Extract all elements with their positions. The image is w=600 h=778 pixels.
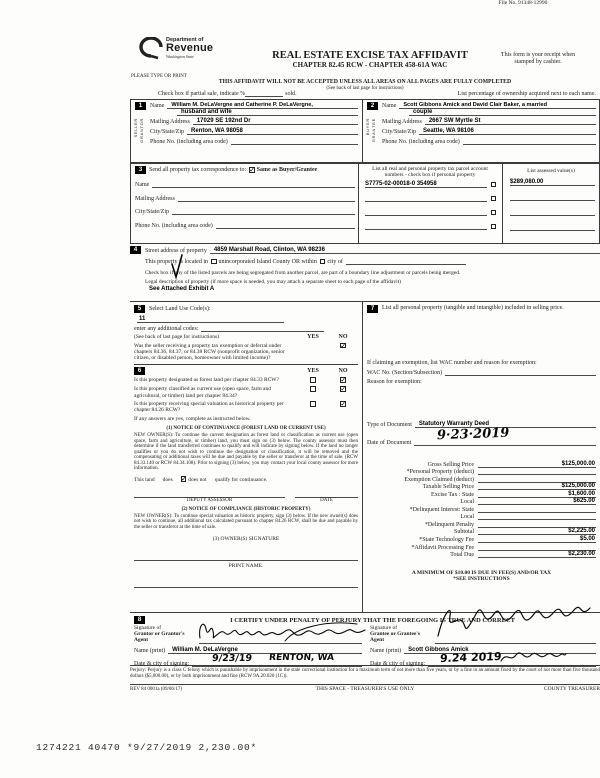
finance-block <box>367 460 596 558</box>
section6-number: 6 <box>134 367 145 375</box>
left-column <box>134 305 358 588</box>
corr-csz-blank <box>172 208 355 215</box>
parcel-number-1: S7775-02-00018-0 354958 <box>365 181 487 188</box>
grantee-date-handwritten: 9.24 2019 <box>439 649 503 665</box>
middle-columns <box>130 301 600 612</box>
corr-name-label: Name <box>135 182 150 188</box>
does-label: does <box>162 476 173 483</box>
street-address-label: Street address of property <box>145 248 207 254</box>
logo-dept-text: Department of <box>166 37 204 43</box>
seller-address-label: Mailing Address <box>150 119 190 125</box>
buyer-address-label: Mailing Address <box>382 119 422 125</box>
seller-phone-blank <box>231 138 358 145</box>
doc-type-label: Type of Document <box>367 422 412 428</box>
assessed-header: List assessed value(s) <box>527 168 575 174</box>
city-of-blank <box>346 258 466 265</box>
doc-type-value: Statutory Warranty Deed <box>415 421 596 428</box>
grantor-name-print-label: Name (print) <box>134 647 166 654</box>
assessed-blank-2 <box>510 194 595 201</box>
finance-value <box>595 544 596 550</box>
yes-header-1: YES <box>307 334 319 340</box>
buyer-side-label-2: GRANTEE <box>371 118 376 143</box>
q3-yes-cell <box>298 401 328 408</box>
grantor-signing-block <box>134 625 362 667</box>
notice1-title: (1) NOTICE OF CONTINUANCE (FOREST LAND OR CURRENT USE) <box>166 426 326 432</box>
corr-address-blank <box>178 195 355 202</box>
section5-number: 5 <box>134 305 145 313</box>
print-name-label: PRINT NAME. <box>228 562 264 569</box>
please-type-label: PLEASE TYPE OR PRINT <box>131 74 187 79</box>
parcel-checkbox-3 <box>491 210 497 216</box>
check-icon: ✓ <box>340 399 347 409</box>
finance-label: *Personal Property (deduct) <box>406 469 474 476</box>
q2-yes-cell <box>298 386 328 393</box>
grantee-sig-label <box>370 625 432 644</box>
seller-side-label-1: SELLER <box>133 118 138 138</box>
buyer-fields <box>382 102 596 145</box>
owners-signature-line <box>134 554 358 561</box>
qualify-label: qualify for continuance. <box>214 476 268 483</box>
buyer-address-value: 2667 SW Myrtle St <box>425 118 596 125</box>
check-icon: ✓ <box>180 474 188 484</box>
q2-yes-checkbox <box>310 386 316 392</box>
check-icon: ✓ <box>249 165 256 175</box>
parcel-header-2: numbers - check box if personal property <box>384 172 476 179</box>
sold-label: sold. <box>285 91 297 97</box>
land-use-title: Select Land Use Code(s): <box>149 306 211 312</box>
correspondence-table <box>130 163 600 244</box>
right-column <box>367 305 596 582</box>
buyer-phone-label: Phone No. (including area code) <box>382 138 460 145</box>
finance-label: Taxable Selling Price <box>422 484 474 491</box>
finance-label: Local <box>460 499 474 506</box>
exhibit-value: See Attached Exhibit A <box>149 286 215 293</box>
does-not-checkbox-checked <box>181 476 187 482</box>
seller-csz-label: City/State/Zip <box>150 128 184 135</box>
owners-signature-label: (3) OWNER(S) SIGNATURE <box>212 535 280 542</box>
finance-value <box>595 521 596 527</box>
reason-exemption-label: Reason for exemption: <box>367 379 422 385</box>
finance-value: $125,000.00 <box>561 460 595 467</box>
parcel-checkbox-4 <box>491 224 497 230</box>
deputy-assessor-line <box>134 491 285 498</box>
section8 <box>130 612 600 666</box>
seller-phone-label: Phone No. (including area code) <box>150 138 228 145</box>
exemption-question: Was the seller receiving a property tax exemption or deferral under chapters 84.36, 84.37, or 84.38 RCW (nonprofit organization, senior citizen, or disabled person, homeowner with limited income)? <box>134 342 285 362</box>
assessed-value-1: $289,080.00 <box>510 179 595 186</box>
parcel-blank-3 <box>365 209 487 216</box>
q3-no-cell <box>328 401 358 408</box>
parcel-checkbox-1 <box>491 182 497 188</box>
city-of-label: city of <box>327 259 343 265</box>
corr-csz-label: City/State/Zip <box>135 209 169 215</box>
grantor-name-value: William M. DeLaVergne <box>168 647 362 654</box>
signature-of-label: Signature of <box>134 625 162 631</box>
assessor-date-label: DATE <box>320 497 333 503</box>
grantor-date-city-label: Date & city of signing: <box>134 660 190 667</box>
grantee-signature-line <box>435 631 596 644</box>
seller-csz-value: Renton, WA 98058 <box>187 128 358 135</box>
buyer-name-label: Name <box>382 103 397 109</box>
finance-label: *Affidavit Processing Fee <box>411 544 474 551</box>
section2-number: 2 <box>367 102 378 110</box>
minimum-due-note: A MINIMUM OF $10.00 IS DUE IN FEE(S) AND/OR TAX <box>411 570 552 577</box>
section4-number: 4 <box>130 246 141 254</box>
same-as-buyer-checkbox-checked <box>249 167 255 173</box>
q2-no-checkbox-checked <box>340 386 346 392</box>
ownership-note: List percentage of ownership acquired next to each name. <box>457 91 596 97</box>
located-in-label: This property is located in <box>145 259 208 265</box>
finance-value: $2,230.00 <box>568 551 595 558</box>
finance-value: $1,600.00 <box>568 490 595 497</box>
see-back-instructions: (See back of last page for instructions) <box>134 334 219 340</box>
q2-no-cell <box>328 386 358 393</box>
notice2-body: NEW OWNER(S): To continue special valuation as historic property, sign (3) below. If the new owner(s) does not wish to continue, all additional tax calculated pursuant to chapter 84.26 RCW, shall be due and payable by the seller or transferor at the time of sale. <box>134 513 358 530</box>
q1-yes-cell <box>298 377 328 384</box>
personal-property-title: List all personal property (tangible and intangible) included in selling price. <box>382 305 564 311</box>
finance-label: Local <box>460 514 474 521</box>
corr-phone-label: Phone No. (including area code) <box>135 222 213 229</box>
print-name-line <box>134 581 358 588</box>
finance-value: $125,000.00 <box>561 483 595 490</box>
correspondence-cell <box>135 166 355 229</box>
seller-name-value: William M. DeLaVergne and Catherine P. DeLaVergne, <box>167 102 358 109</box>
buyer-csz-label: City/State/Zip <box>382 128 416 135</box>
county-treasurer-label: COUNTY TREASURER <box>543 686 600 692</box>
check-icon: ✓ <box>340 384 347 394</box>
form-title: REAL ESTATE EXCISE TAX AFFIDAVIT <box>272 50 468 61</box>
finance-label: *Delinquent Penalty <box>424 521 474 528</box>
buyer-side-label-1: BUYER <box>365 118 370 136</box>
land-use-code-value: 11 <box>137 316 284 323</box>
finance-label: Gross Selling Price <box>427 461 474 468</box>
corr-phone-blank <box>216 222 355 229</box>
buyer-name-value-2: couple <box>409 109 596 116</box>
section1-number: 1 <box>135 102 146 110</box>
section4 <box>130 246 600 292</box>
seller-address-value: 17029 SE 192nd Dr <box>193 118 358 125</box>
segregated-note: Check box if any of the listed parcels are being segregated from another parcel, are part of a boundary line adjustment or parcels being merged. <box>145 270 461 276</box>
seller-fields <box>150 102 358 145</box>
finance-label: *Delinquent Interest: State <box>409 506 474 513</box>
check-icon: ✓ <box>340 375 347 385</box>
parcel-blank-2 <box>365 195 487 202</box>
section3-number: 3 <box>135 166 146 174</box>
parcel-header-1: List all real and personal property tax parcel account <box>372 166 488 172</box>
exemption-claim-note: If claiming an exemption, list WAC number and reason for exemption: <box>367 360 537 366</box>
parties-table <box>130 99 600 163</box>
receipt-note: This form is your receipt when stamped by cashier. <box>500 52 576 65</box>
forest-land-question: Is this property designated as forest land per chapter 84.33 RCW? <box>134 377 279 384</box>
signature-of-label: Signature of <box>370 625 398 631</box>
grantee-name-print-label: Name (print) <box>370 647 402 654</box>
finance-value <box>595 468 596 474</box>
grantee-date-city-label: Date & city of signing: <box>370 660 426 667</box>
section8-number: 8 <box>134 616 145 624</box>
finance-label: Total Due <box>450 552 474 559</box>
grantee-agent-label: Grantee or Grantee's Agent <box>370 631 420 644</box>
finance-value <box>595 506 596 512</box>
parcel-cell <box>362 166 498 230</box>
street-address-value: 4859 Marshall Road, Clinton, WA 98236 <box>210 247 600 254</box>
partial-sale-blank <box>245 90 283 97</box>
finance-label: Excise Tax : State <box>431 491 474 498</box>
grantor-sig-label <box>134 625 196 644</box>
grantor-agent-label: Grantor or Grantor's Agent <box>134 631 185 644</box>
form-chapter: CHAPTER 82.45 RCW - CHAPTER 458-61A WAC <box>292 61 448 69</box>
warning-line: THIS AFFIDAVIT WILL NOT BE ACCEPTED UNLESS ALL AREAS ON ALL PAGES ARE FULLY COMPLETED <box>218 79 512 85</box>
file-number: File No. 91348-12990 <box>498 0 548 6</box>
notice2-title: (2) NOTICE OF COMPLIANCE (HISTORIC PROPERTY) <box>181 507 311 513</box>
q3-no-checkbox-checked <box>340 401 346 407</box>
q1-no-checkbox-checked <box>340 377 346 383</box>
unincorporated-checkbox-checked <box>211 259 217 265</box>
section7-number: 7 <box>367 305 378 313</box>
buyer-name-value: Scott Gibbons Amick and David Clair Baker, a married <box>399 102 596 109</box>
q1-yes-checkbox <box>310 377 316 383</box>
seller-name-value-2: husband and wife <box>177 109 358 116</box>
check-icon: ✓ <box>340 340 347 350</box>
deputy-assessor-label: DEPUTY ASSESSOR <box>186 497 233 503</box>
if-yes-note: If any answers are yes, complete as instructed below. <box>134 416 251 423</box>
grantor-signature-line <box>199 631 362 644</box>
form-title-block <box>230 50 510 69</box>
same-as-buyer-label: Same as Buyer/Grantee <box>256 167 318 173</box>
assessed-blank-4 <box>510 224 595 231</box>
yes-header-2: YES <box>307 367 319 374</box>
exemption-no-cell <box>328 340 358 350</box>
grantee-name-value: Scott Gibbons Amick <box>404 647 596 654</box>
grantor-city-handwritten: RENTON, WA <box>268 652 335 663</box>
seller-side-label-2: GRANTOR <box>139 118 144 143</box>
doc-date-handwritten: 9·23·2019 <box>436 425 510 444</box>
wac-number-blank <box>445 369 596 376</box>
form-revision: REV 84 0001a (09/06/17) <box>130 686 182 692</box>
parcel-blank-4 <box>365 223 487 230</box>
finance-label: Exemption Claimed (deduct) <box>404 476 474 483</box>
finance-value: $625.00 <box>573 498 595 505</box>
notice1-body: NEW OWNER(S): To continue the current designation as forest land or classification as current use (open space, farm and agriculture, or timber) land, you must sign on (3) below. The county assessor must then determine if the land transferred continues to qualify and will indicate by signing below. If the land no longer qualifies or you do not wish to continue the designation or classification, it will be removed and the compensating or additional taxes will be due and payable by the seller or transferor at the time of sale. (RCW 84.33.140 or RCW 84.34.108). Prior to signing (3) below, you may contact your local county assessor for more information. <box>134 432 358 472</box>
wac-number-label: WAC No. (Section/Subsection) <box>367 370 443 376</box>
unincorporated-label: unincorporated Island County OR within <box>218 259 317 265</box>
assessed-blank-3 <box>510 209 595 216</box>
grantor-date-handwritten: 9/23/19 <box>211 652 253 664</box>
no-header-1: NO <box>338 334 348 340</box>
logo-state-text: Washington State <box>166 54 194 59</box>
city-checkbox <box>320 259 326 265</box>
footer-row <box>130 686 600 692</box>
finance-value <box>595 513 596 519</box>
logo-name-text: Revenue <box>166 42 214 54</box>
assessor-date-line <box>295 491 358 498</box>
finance-value <box>595 476 596 482</box>
revenue-swoosh-icon <box>138 37 164 61</box>
current-use-question: Is this property classified as current use (open space, farm and agricultural, or timber) land per chapter 84.34? <box>134 386 271 399</box>
legal-description-note: Legal description of property (if more space is needed, you may attach a separate sheet to each page of the affidavit) <box>145 279 401 286</box>
treasurers-use-label: THIS SPACE - TREASURER'S USE ONLY <box>315 686 415 692</box>
perjury-note: Perjury: Perjury is a class C felony which is punishable by imprisonment in the state correctional institution for a maximum term of not more than five years, or by a fine in an amount fixed by the court of not more than five thousand dollars ($5,000.00), or by both imprisonment and fine (RCW 9A.20.020 (1C)). <box>130 668 600 679</box>
finance-label: *State Technology Fee <box>419 537 474 544</box>
q3-yes-checkbox <box>310 401 316 407</box>
doc-date-label: Date of Document <box>367 440 412 446</box>
corr-name-blank <box>152 181 355 188</box>
cashier-stamp: 1274221 40470 *9/27/2019 2,230.00* <box>36 742 258 753</box>
finance-value: $5.00 <box>579 536 595 543</box>
certify-statement: I CERTIFY UNDER PENALTY OF PERJURY THAT THE FOREGOING IS TRUE AND CORRECT <box>230 617 515 624</box>
corr-address-label: Mailing Address <box>135 195 175 202</box>
does-not-label: does not <box>188 476 207 483</box>
grantee-signing-block <box>370 625 596 667</box>
finance-label: Subtotal <box>453 529 474 536</box>
see-back-line: (See back of last page for instructions) <box>326 86 404 91</box>
partial-sale-row <box>158 90 596 97</box>
q1-no-cell <box>328 377 358 384</box>
buyer-phone-blank <box>463 138 596 145</box>
assessed-cell <box>507 168 595 231</box>
exemption-no-checkbox-checked <box>340 340 347 350</box>
parcel-checkbox-2 <box>491 196 497 202</box>
partial-sale-label: Check box if partial sale, indicate % <box>158 91 246 97</box>
additional-codes-blank <box>201 325 324 332</box>
see-instructions-note: *SEE INSTRUCTIONS <box>453 576 510 583</box>
seller-name-label: Name <box>150 103 165 109</box>
buyer-csz-value: Seattle, WA 98106 <box>419 128 596 135</box>
send-correspondence-label: Send all property tax correspondence to: <box>149 167 247 173</box>
historical-question: Is this property receiving special valuation as historical property per chapter 84.26 RCW? <box>134 401 284 414</box>
finance-value: $2,225.00 <box>568 528 595 535</box>
additional-codes-label: enter any additional codes: <box>134 326 199 332</box>
no-header-2: NO <box>338 367 348 374</box>
this-land-label: This land <box>134 476 155 483</box>
